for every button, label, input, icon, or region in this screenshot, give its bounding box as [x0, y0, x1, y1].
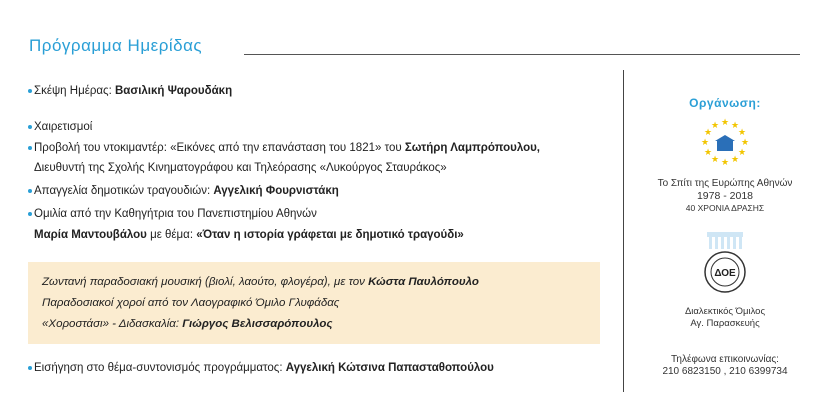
- list-item-thought: [34, 84, 232, 98]
- musician-name: Κώστα Παυλόπουλο: [368, 276, 479, 288]
- music-line-3-text: «Χοροστάσι» - Διδασκαλία:: [42, 318, 180, 330]
- bullet-icon: [28, 89, 32, 93]
- dialectic-club-logo: [640, 230, 810, 303]
- title-divider: [244, 54, 800, 55]
- intro-name: Αγγελική Κώτσινα Παπασταθοπούλου: [285, 362, 494, 374]
- phones-label: Τηλέφωνα επικοινωνίας:: [671, 354, 779, 365]
- recitation-name: Αγγελική Φουρνιστάκη: [213, 185, 339, 197]
- bullet-icon: [28, 189, 32, 193]
- speech-topic: «Όταν η ιστορία γράφεται με δημοτικό τραγούδι»: [196, 229, 464, 241]
- svg-text:★: ★: [703, 147, 713, 157]
- bullet-icon: [28, 125, 32, 129]
- acropolis-seal-icon: [695, 230, 755, 298]
- bullet-icon: [28, 146, 32, 150]
- speech-mid: με θέμα:: [150, 229, 194, 241]
- list-item-recitation: [34, 184, 339, 198]
- svg-text:★: ★: [730, 154, 740, 164]
- list-item-greetings: [34, 120, 92, 134]
- list-item-introduction: [34, 361, 494, 375]
- thought-label: Σκέψη Ημέρας:: [34, 85, 112, 97]
- page-title: Πρόγραμμα Ημερίδας: [29, 36, 203, 55]
- teacher-name: Γιώργος Βελισσαρόπουλος: [182, 318, 333, 330]
- svg-text:★: ★: [703, 127, 713, 137]
- speech-text: Ομιλία από την Καθηγήτρια του Πανεπιστημίου Αθηνών: [34, 208, 317, 220]
- svg-text:★: ★: [710, 120, 720, 130]
- phone-numbers: 210 6823150 , 210 6399734: [662, 366, 788, 377]
- svg-text:★: ★: [730, 120, 740, 130]
- list-item-screening: [34, 141, 540, 155]
- org1-tagline: 40 ΧΡΟΝΙΑ ΔΡΑΣΗΣ: [685, 203, 765, 213]
- sidebar-divider: [623, 70, 624, 392]
- svg-text:★: ★: [710, 154, 720, 164]
- music-line-2: Παραδοσιακοί χοροί από τον Λαογραφικό Όμιλο Γλυφάδας: [42, 297, 340, 309]
- org2-name: Διαλεκτικός Όμιλος: [684, 306, 766, 317]
- house-of-europe-logo: [640, 116, 810, 179]
- svg-text:★: ★: [720, 157, 730, 167]
- greetings-text: Χαιρετισμοί: [34, 121, 93, 133]
- bullet-icon: [28, 212, 32, 216]
- screening-text: Προβολή του ντοκιμαντέρ: «Εικόνες από την επανάσταση του 1821» του: [34, 142, 402, 154]
- thought-name: Βασιλική Ψαρουδάκη: [114, 85, 233, 97]
- music-box: [28, 262, 600, 344]
- intro-label: Εισήγηση στο θέμα-συντονισμός προγράμματος:: [34, 362, 283, 374]
- org1-name: Το Σπίτι της Ευρώπης Αθηνών: [657, 178, 793, 189]
- eu-stars-icon: [695, 116, 755, 174]
- svg-text:★: ★: [740, 137, 750, 147]
- screening-name: Σωτήρη Λαμπρόπουλου,: [404, 142, 540, 154]
- svg-text:★: ★: [700, 137, 710, 147]
- bullet-icon: [28, 366, 32, 370]
- music-line-1: [42, 276, 479, 288]
- org1-years: 1978 - 2018: [696, 190, 754, 202]
- speech-continuation: [34, 229, 464, 241]
- screening-continuation: Διευθυντή της Σχολής Κινηματογράφου και Τηλεόρασης «Λυκούργος Σταυράκος»: [34, 162, 447, 174]
- organization-label: Οργάνωση:: [689, 96, 761, 110]
- svg-text:★: ★: [720, 117, 730, 127]
- org2-place: Αγ. Παρασκευής: [690, 318, 760, 329]
- recitation-label: Απαγγελία δημοτικών τραγουδιών:: [34, 185, 211, 197]
- seal-text: ΔΟΕ: [714, 268, 736, 279]
- list-item-speech: [34, 207, 317, 221]
- music-line-3: [42, 318, 333, 330]
- speaker-name: Μαρία Μαντουβάλου: [34, 229, 147, 241]
- svg-text:★: ★: [737, 147, 747, 157]
- svg-text:★: ★: [737, 127, 747, 137]
- music-line-1-text: Ζωντανή παραδοσιακή μουσική (βιολί, λαούτο, φλογέρα), με τον: [42, 276, 365, 288]
